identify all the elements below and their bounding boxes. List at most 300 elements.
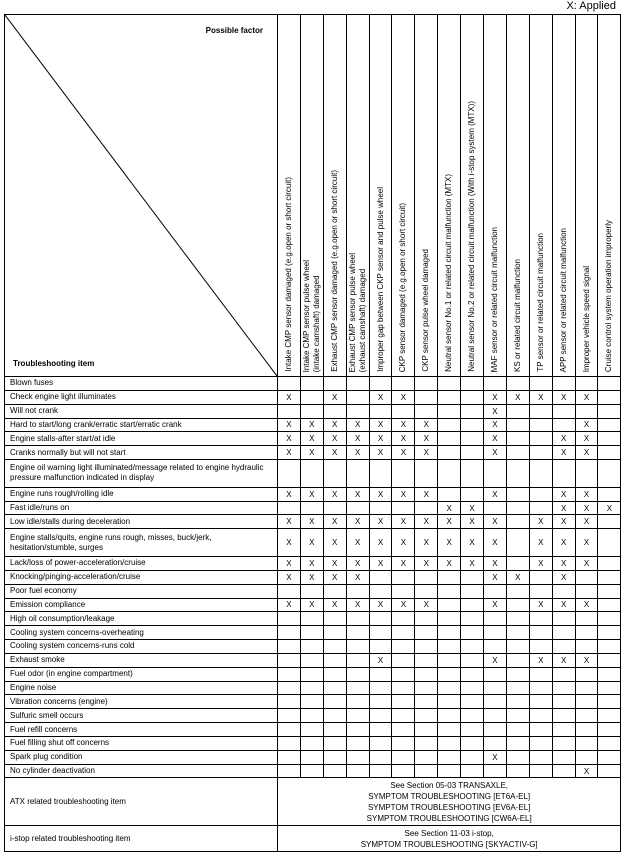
empty-cell [300,640,323,654]
factor-label: KS or related circuit malfunction [512,259,522,372]
troubleshooting-item: Fuel filling shut off concerns [5,736,278,750]
applied-mark: X [278,390,301,404]
empty-cell [461,681,484,695]
empty-cell [552,404,575,418]
empty-cell [392,764,415,778]
empty-cell [415,681,438,695]
empty-cell [484,681,507,695]
factor-header [484,15,507,377]
empty-cell [278,626,301,640]
factor-header [438,15,461,377]
empty-cell [506,460,529,488]
empty-cell [300,736,323,750]
applied-mark: X [369,556,392,570]
empty-cell [278,653,301,667]
empty-cell [300,667,323,681]
empty-cell [598,723,621,737]
empty-cell [438,723,461,737]
empty-cell [598,764,621,778]
troubleshooting-item-label: Troubleshooting item [13,359,95,368]
empty-cell [461,377,484,391]
applied-mark: X [575,529,598,557]
empty-cell [392,723,415,737]
applied-mark: X [552,501,575,515]
empty-cell [438,432,461,446]
empty-cell [323,460,346,488]
applied-mark: X [369,418,392,432]
table-row [5,723,621,737]
table-row [5,626,621,640]
applied-mark: X [346,598,369,612]
empty-cell [323,764,346,778]
troubleshooting-item: Fast idle/runs on [5,501,278,515]
empty-cell [369,626,392,640]
applied-mark: X [529,390,552,404]
applied-mark: X [392,487,415,501]
empty-cell [346,723,369,737]
applied-mark: X [552,487,575,501]
empty-cell [506,584,529,598]
empty-cell [392,640,415,654]
troubleshooting-item: Hard to start/long crank/erratic start/erratic crank [5,418,278,432]
empty-cell [415,404,438,418]
applied-mark: X [346,529,369,557]
factor-header [506,15,529,377]
applied-mark: X [278,487,301,501]
troubleshooting-item: Vibration concerns (engine) [5,695,278,709]
table-row [5,501,621,515]
empty-cell [415,626,438,640]
applied-mark: X [575,418,598,432]
empty-cell [346,377,369,391]
empty-cell [506,487,529,501]
table-row [5,404,621,418]
empty-cell [300,460,323,488]
empty-cell [438,640,461,654]
empty-cell [323,695,346,709]
empty-cell [529,681,552,695]
empty-cell [415,390,438,404]
empty-cell [323,709,346,723]
troubleshooting-item: i-stop related troubleshooting item [5,826,278,852]
applied-mark: X [392,598,415,612]
empty-cell [278,709,301,723]
empty-cell [575,640,598,654]
empty-cell [506,723,529,737]
empty-cell [346,612,369,626]
factor-header [415,15,438,377]
troubleshooting-item: Sulfuric smell occurs [5,709,278,723]
empty-cell [529,570,552,584]
empty-cell [575,584,598,598]
applied-mark: X [415,487,438,501]
empty-cell [484,764,507,778]
empty-cell [369,404,392,418]
empty-cell [369,501,392,515]
empty-cell [278,667,301,681]
empty-cell [392,570,415,584]
empty-cell [346,653,369,667]
troubleshooting-item: High oil consumption/leakage [5,612,278,626]
empty-cell [438,460,461,488]
empty-cell [369,750,392,764]
factor-label: TP sensor or related circuit malfunction [535,233,545,372]
empty-cell [369,695,392,709]
empty-cell [392,584,415,598]
empty-cell [575,570,598,584]
factor-label: Intake CMP sensor pulse wheel (intake camshaft) damaged [301,259,321,372]
empty-cell [438,653,461,667]
applied-mark: X [438,556,461,570]
troubleshooting-item: Fuel refill concerns [5,723,278,737]
troubleshooting-item: Spark plug condition [5,750,278,764]
applied-mark: X [415,529,438,557]
empty-cell [300,390,323,404]
applied-mark: X [438,501,461,515]
applied-mark: X [346,418,369,432]
empty-cell [392,750,415,764]
applied-mark: X [484,598,507,612]
empty-cell [575,681,598,695]
applied-mark: X [506,390,529,404]
troubleshooting-item: Low idle/stalls during deceleration [5,515,278,529]
empty-cell [552,584,575,598]
reference-line: SYMPTOM TROUBLESHOOTING [EV6A-EL] [367,802,531,812]
empty-cell [300,626,323,640]
empty-cell [461,626,484,640]
table-row [5,612,621,626]
empty-cell [598,377,621,391]
applied-mark: X [461,556,484,570]
empty-cell [415,570,438,584]
applied-mark: X [346,446,369,460]
empty-cell [506,626,529,640]
applied-mark: X [552,515,575,529]
troubleshooting-item: Emission compliance [5,598,278,612]
empty-cell [484,626,507,640]
applied-mark: X [300,515,323,529]
empty-cell [552,723,575,737]
empty-cell [392,653,415,667]
table-row [5,736,621,750]
empty-cell [484,723,507,737]
empty-cell [598,418,621,432]
troubleshooting-item: Cooling system concerns-runs cold [5,640,278,654]
applied-mark: X [278,515,301,529]
factor-label: Exhaust CMP sensor damaged (e.g.open or short circuit) [329,170,339,372]
applied-mark: X [415,432,438,446]
empty-cell [278,723,301,737]
troubleshooting-item: Lack/loss of power-acceleration/cruise [5,556,278,570]
applied-mark: X [278,446,301,460]
applied-mark: X [300,598,323,612]
applied-mark: X [484,570,507,584]
troubleshooting-item: Cranks normally but will not start [5,446,278,460]
applied-mark: X [461,529,484,557]
empty-cell [346,695,369,709]
empty-cell [506,418,529,432]
empty-cell [529,723,552,737]
troubleshooting-item: ATX related troubleshooting item [5,778,278,826]
empty-cell [392,460,415,488]
reference-line: SYMPTOM TROUBLESHOOTING [CW6A-EL] [366,813,532,823]
empty-cell [529,695,552,709]
empty-cell [346,736,369,750]
empty-cell [346,709,369,723]
empty-cell [415,584,438,598]
troubleshooting-item: Engine noise [5,681,278,695]
empty-cell [438,487,461,501]
empty-cell [300,584,323,598]
empty-cell [598,460,621,488]
factor-header [552,15,575,377]
empty-cell [529,487,552,501]
empty-cell [461,723,484,737]
empty-cell [529,612,552,626]
empty-cell [529,501,552,515]
applied-mark: X [552,390,575,404]
empty-cell [506,750,529,764]
applied-mark: X [552,446,575,460]
empty-cell [552,736,575,750]
table-row [5,390,621,404]
empty-cell [598,570,621,584]
table-row [5,529,621,557]
reference-line: See Section 05-03 TRANSAXLE, [390,780,509,790]
troubleshooting-item: No cylinder deactivation [5,764,278,778]
empty-cell [552,667,575,681]
empty-cell [506,432,529,446]
empty-cell [415,460,438,488]
empty-cell [346,626,369,640]
empty-cell [300,723,323,737]
empty-cell [415,695,438,709]
applied-mark: X [484,446,507,460]
table-row [5,640,621,654]
empty-cell [484,501,507,515]
empty-cell [392,709,415,723]
factor-header [575,15,598,377]
empty-cell [506,501,529,515]
empty-cell [346,750,369,764]
empty-cell [598,640,621,654]
empty-cell [392,612,415,626]
applied-mark: X [461,515,484,529]
applied-mark: X [484,653,507,667]
empty-cell [300,377,323,391]
empty-cell [438,418,461,432]
empty-cell [529,446,552,460]
empty-cell [598,681,621,695]
empty-cell [438,626,461,640]
reference-line: See Section 11-03 i-stop, [404,828,494,838]
applied-mark: X [575,487,598,501]
factor-header [369,15,392,377]
empty-cell [575,750,598,764]
empty-cell [506,529,529,557]
troubleshooting-item: Knocking/pinging-acceleration/cruise [5,570,278,584]
empty-cell [598,750,621,764]
empty-cell [415,709,438,723]
empty-cell [369,640,392,654]
empty-cell [529,750,552,764]
applied-mark: X [323,570,346,584]
empty-cell [278,404,301,418]
empty-cell [552,764,575,778]
empty-cell [529,626,552,640]
empty-cell [346,404,369,418]
empty-cell [392,695,415,709]
empty-cell [438,390,461,404]
empty-cell [438,709,461,723]
troubleshooting-item: Engine stalls-after start/at idle [5,432,278,446]
applied-mark: X [552,529,575,557]
applied-mark: X [369,653,392,667]
applied-mark: X [484,515,507,529]
empty-cell [323,653,346,667]
troubleshooting-item: Check engine light illuminates [5,390,278,404]
empty-cell [484,667,507,681]
empty-cell [461,709,484,723]
empty-cell [369,584,392,598]
empty-cell [369,764,392,778]
empty-cell [598,626,621,640]
empty-cell [346,584,369,598]
empty-cell [598,404,621,418]
empty-cell [415,612,438,626]
empty-cell [323,501,346,515]
empty-cell [575,667,598,681]
empty-cell [598,556,621,570]
empty-cell [415,667,438,681]
applied-mark: X [552,570,575,584]
empty-cell [392,501,415,515]
empty-cell [415,764,438,778]
applied-mark: X [484,529,507,557]
table-row [5,556,621,570]
applied-mark: X [529,529,552,557]
legend: X: Applied [566,0,616,12]
empty-cell [598,432,621,446]
applied-mark: X [346,556,369,570]
empty-cell [438,667,461,681]
applied-mark: X [415,418,438,432]
empty-cell [598,584,621,598]
empty-cell [484,612,507,626]
applied-mark: X [461,501,484,515]
applied-mark: X [369,487,392,501]
empty-cell [506,709,529,723]
table-row [5,418,621,432]
empty-cell [278,460,301,488]
applied-mark: X [552,653,575,667]
empty-cell [278,377,301,391]
empty-cell [461,612,484,626]
applied-mark: X [529,556,552,570]
empty-cell [552,377,575,391]
empty-cell [323,377,346,391]
empty-cell [346,390,369,404]
empty-cell [552,695,575,709]
troubleshooting-item: Engine stalls/quits, engine runs rough, misses, buck/jerk, hesitation/stumble, surges [5,529,278,557]
empty-cell [575,709,598,723]
applied-mark: X [300,529,323,557]
table-row [5,460,621,488]
empty-cell [506,612,529,626]
empty-cell [598,598,621,612]
troubleshooting-item: Fuel odor (in engine compartment) [5,667,278,681]
applied-mark: X [575,446,598,460]
factor-header [346,15,369,377]
empty-cell [438,404,461,418]
empty-cell [346,681,369,695]
empty-cell [575,612,598,626]
empty-cell [415,377,438,391]
applied-mark: X [323,556,346,570]
empty-cell [461,446,484,460]
applied-mark: X [323,418,346,432]
empty-cell [346,501,369,515]
empty-cell [300,501,323,515]
empty-cell [300,653,323,667]
applied-mark: X [346,570,369,584]
applied-mark: X [575,598,598,612]
applied-mark: X [392,556,415,570]
applied-mark: X [575,764,598,778]
empty-cell [461,750,484,764]
applied-mark: X [415,598,438,612]
empty-cell [461,404,484,418]
empty-cell [461,640,484,654]
applied-mark: X [300,418,323,432]
applied-mark: X [575,515,598,529]
empty-cell [415,501,438,515]
empty-cell [415,750,438,764]
applied-mark: X [300,570,323,584]
empty-cell [461,570,484,584]
applied-mark: X [323,487,346,501]
empty-cell [346,460,369,488]
empty-cell [552,750,575,764]
factor-label: Cruise control system operation improperly [604,219,614,372]
empty-cell [300,404,323,418]
empty-cell [278,764,301,778]
empty-cell [552,681,575,695]
empty-cell [369,570,392,584]
applied-mark: X [506,570,529,584]
applied-mark: X [278,556,301,570]
empty-cell [575,723,598,737]
empty-cell [575,736,598,750]
table-row [5,709,621,723]
empty-cell [438,598,461,612]
empty-cell [461,432,484,446]
applied-mark: X [415,556,438,570]
applied-mark: X [575,653,598,667]
possible-factor-label: Possible factor [205,26,263,35]
empty-cell [415,736,438,750]
empty-cell [461,736,484,750]
empty-cell [529,418,552,432]
empty-cell [323,667,346,681]
empty-cell [438,377,461,391]
applied-mark: X [369,598,392,612]
factor-header [461,15,484,377]
table-row [5,487,621,501]
empty-cell [415,653,438,667]
symptom-troubleshooting-table [4,14,621,852]
table-row [5,432,621,446]
